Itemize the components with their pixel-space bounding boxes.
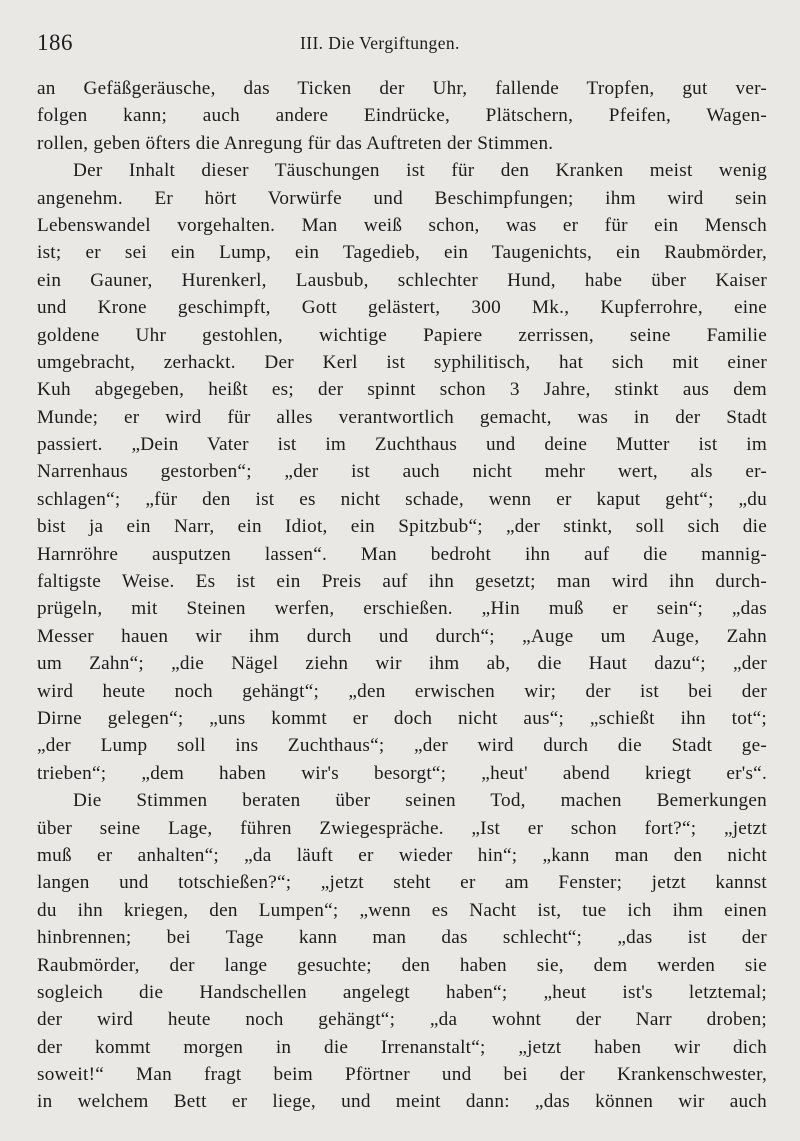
text-line: angenehm. Er hört Vorwürfe und Beschimpfungen; ihm wird sein bbox=[37, 187, 767, 209]
text-line: goldene Uhr gestohlen, wichtige Papiere zerrissen, seine Familie bbox=[37, 324, 767, 346]
text-line: sogleich die Handschellen angelegt haben“; „heut ist's letztemal; bbox=[37, 981, 767, 1003]
page-header bbox=[37, 30, 768, 62]
text-line: über seine Lage, führen Zwiegespräche. „Ist er schon fort?“; „jetzt bbox=[37, 817, 767, 839]
text-line: langen und totschießen?“; „jetzt steht er am Fenster; jetzt kannst bbox=[37, 872, 767, 894]
text-line: Die Stimmen beraten über seinen Tod, machen Bemerkungen bbox=[73, 790, 767, 812]
body-text bbox=[37, 75, 767, 1116]
text-line: Kuh abgegeben, heißt es; der spinnt schon 3 Jahre, stinkt aus dem bbox=[37, 379, 767, 401]
text-line: ein Gauner, Hurenkerl, Lausbub, schlechter Hund, habe über Kaiser bbox=[37, 269, 767, 291]
text-line: an Gefäßgeräusche, das Ticken der Uhr, fallende Tropfen, gut ver- bbox=[37, 78, 767, 99]
text-line: prügeln, mit Steinen werfen, erschießen. „Hin muß er sein“; „das bbox=[37, 598, 767, 620]
text-line: passiert. „Dein Vater ist im Zuchthaus und deine Mutter ist im bbox=[37, 434, 767, 456]
text-line: soweit!“ Man fragt beim Pförtner und bei der Krankenschwester, bbox=[37, 1064, 767, 1086]
text-line: der kommt morgen in die Irrenanstalt“; „jetzt haben wir dich bbox=[37, 1036, 767, 1058]
text-line: ist; er sei ein Lump, ein Tagedieb, ein Taugenichts, ein Raubmörder, bbox=[37, 242, 767, 264]
text-line: Dirne gelegen“; „uns kommt er doch nicht aus“; „schießt ihn tot“; bbox=[37, 707, 767, 729]
text-line: und Krone geschimpft, Gott gelästert, 300 Mk., Kupferrohre, eine bbox=[37, 297, 767, 319]
text-line: du ihn kriegen, den Lumpen“; „wenn es Nacht ist, tue ich ihm einen bbox=[37, 899, 767, 921]
text-line: um Zahn“; „die Nägel ziehn wir ihm ab, die Haut dazu“; „der bbox=[37, 653, 767, 675]
page-number: 186 bbox=[37, 30, 73, 55]
text-line: folgen kann; auch andere Eindrücke, Plätschern, Pfeifen, Wagen- bbox=[37, 105, 767, 127]
text-line: Raubmörder, der lange gesuchte; den haben sie, dem werden sie bbox=[37, 954, 767, 976]
text-line: muß er anhalten“; „da läuft er wieder hin“; „kann man den nicht bbox=[37, 844, 767, 866]
text-line: der wird heute noch gehängt“; „da wohnt der Narr droben; bbox=[37, 1009, 767, 1031]
text-line: trieben“; „dem haben wir's besorgt“; „heut' abend kriegt er's“. bbox=[37, 762, 767, 784]
text-line: Harnröhre ausputzen lassen“. Man bedroht ihn auf die mannig- bbox=[37, 543, 767, 565]
text-line: hinbrennen; bei Tage kann man das schlecht“; „das ist der bbox=[37, 927, 767, 949]
text-line: bist ja ein Narr, ein Idiot, ein Spitzbub“; „der stinkt, soll sich die bbox=[37, 516, 767, 538]
running-head: III. Die Vergiftungen. bbox=[300, 33, 460, 53]
text-line: umgebracht, zerhackt. Der Kerl ist syphilitisch, hat sich mit einer bbox=[37, 351, 767, 373]
text-line: Munde; er wird für alles verantwortlich gemacht, was in der Stadt bbox=[37, 406, 767, 428]
text-line: in welchem Bett er liege, und meint dann: „das können wir auch bbox=[37, 1091, 767, 1113]
text-line: faltigste Weise. Es ist ein Preis auf ihn gesetzt; man wird ihn durch- bbox=[37, 571, 767, 593]
text-line: Lebenswandel vorgehalten. Man weiß schon, was er für ein Mensch bbox=[37, 214, 767, 236]
text-line: schlagen“; „für den ist es nicht schade, wenn er kaput geht“; „du bbox=[37, 488, 767, 510]
text-line: Der Inhalt dieser Täuschungen ist für den Kranken meist wenig bbox=[73, 160, 767, 182]
text-line: Narrenhaus gestorben“; „der ist auch nicht mehr wert, als er- bbox=[37, 461, 767, 483]
text-line: „der Lump soll ins Zuchthaus“; „der wird durch die Stadt ge- bbox=[37, 735, 767, 757]
text-line: Messer hauen wir ihm durch und durch“; „Auge um Auge, Zahn bbox=[37, 625, 767, 647]
text-line: rollen, geben öfters die Anregung für das Auftreten der Stimmen. bbox=[37, 132, 554, 154]
text-line: wird heute noch gehängt“; „den erwischen wir; der ist bei der bbox=[37, 680, 767, 702]
